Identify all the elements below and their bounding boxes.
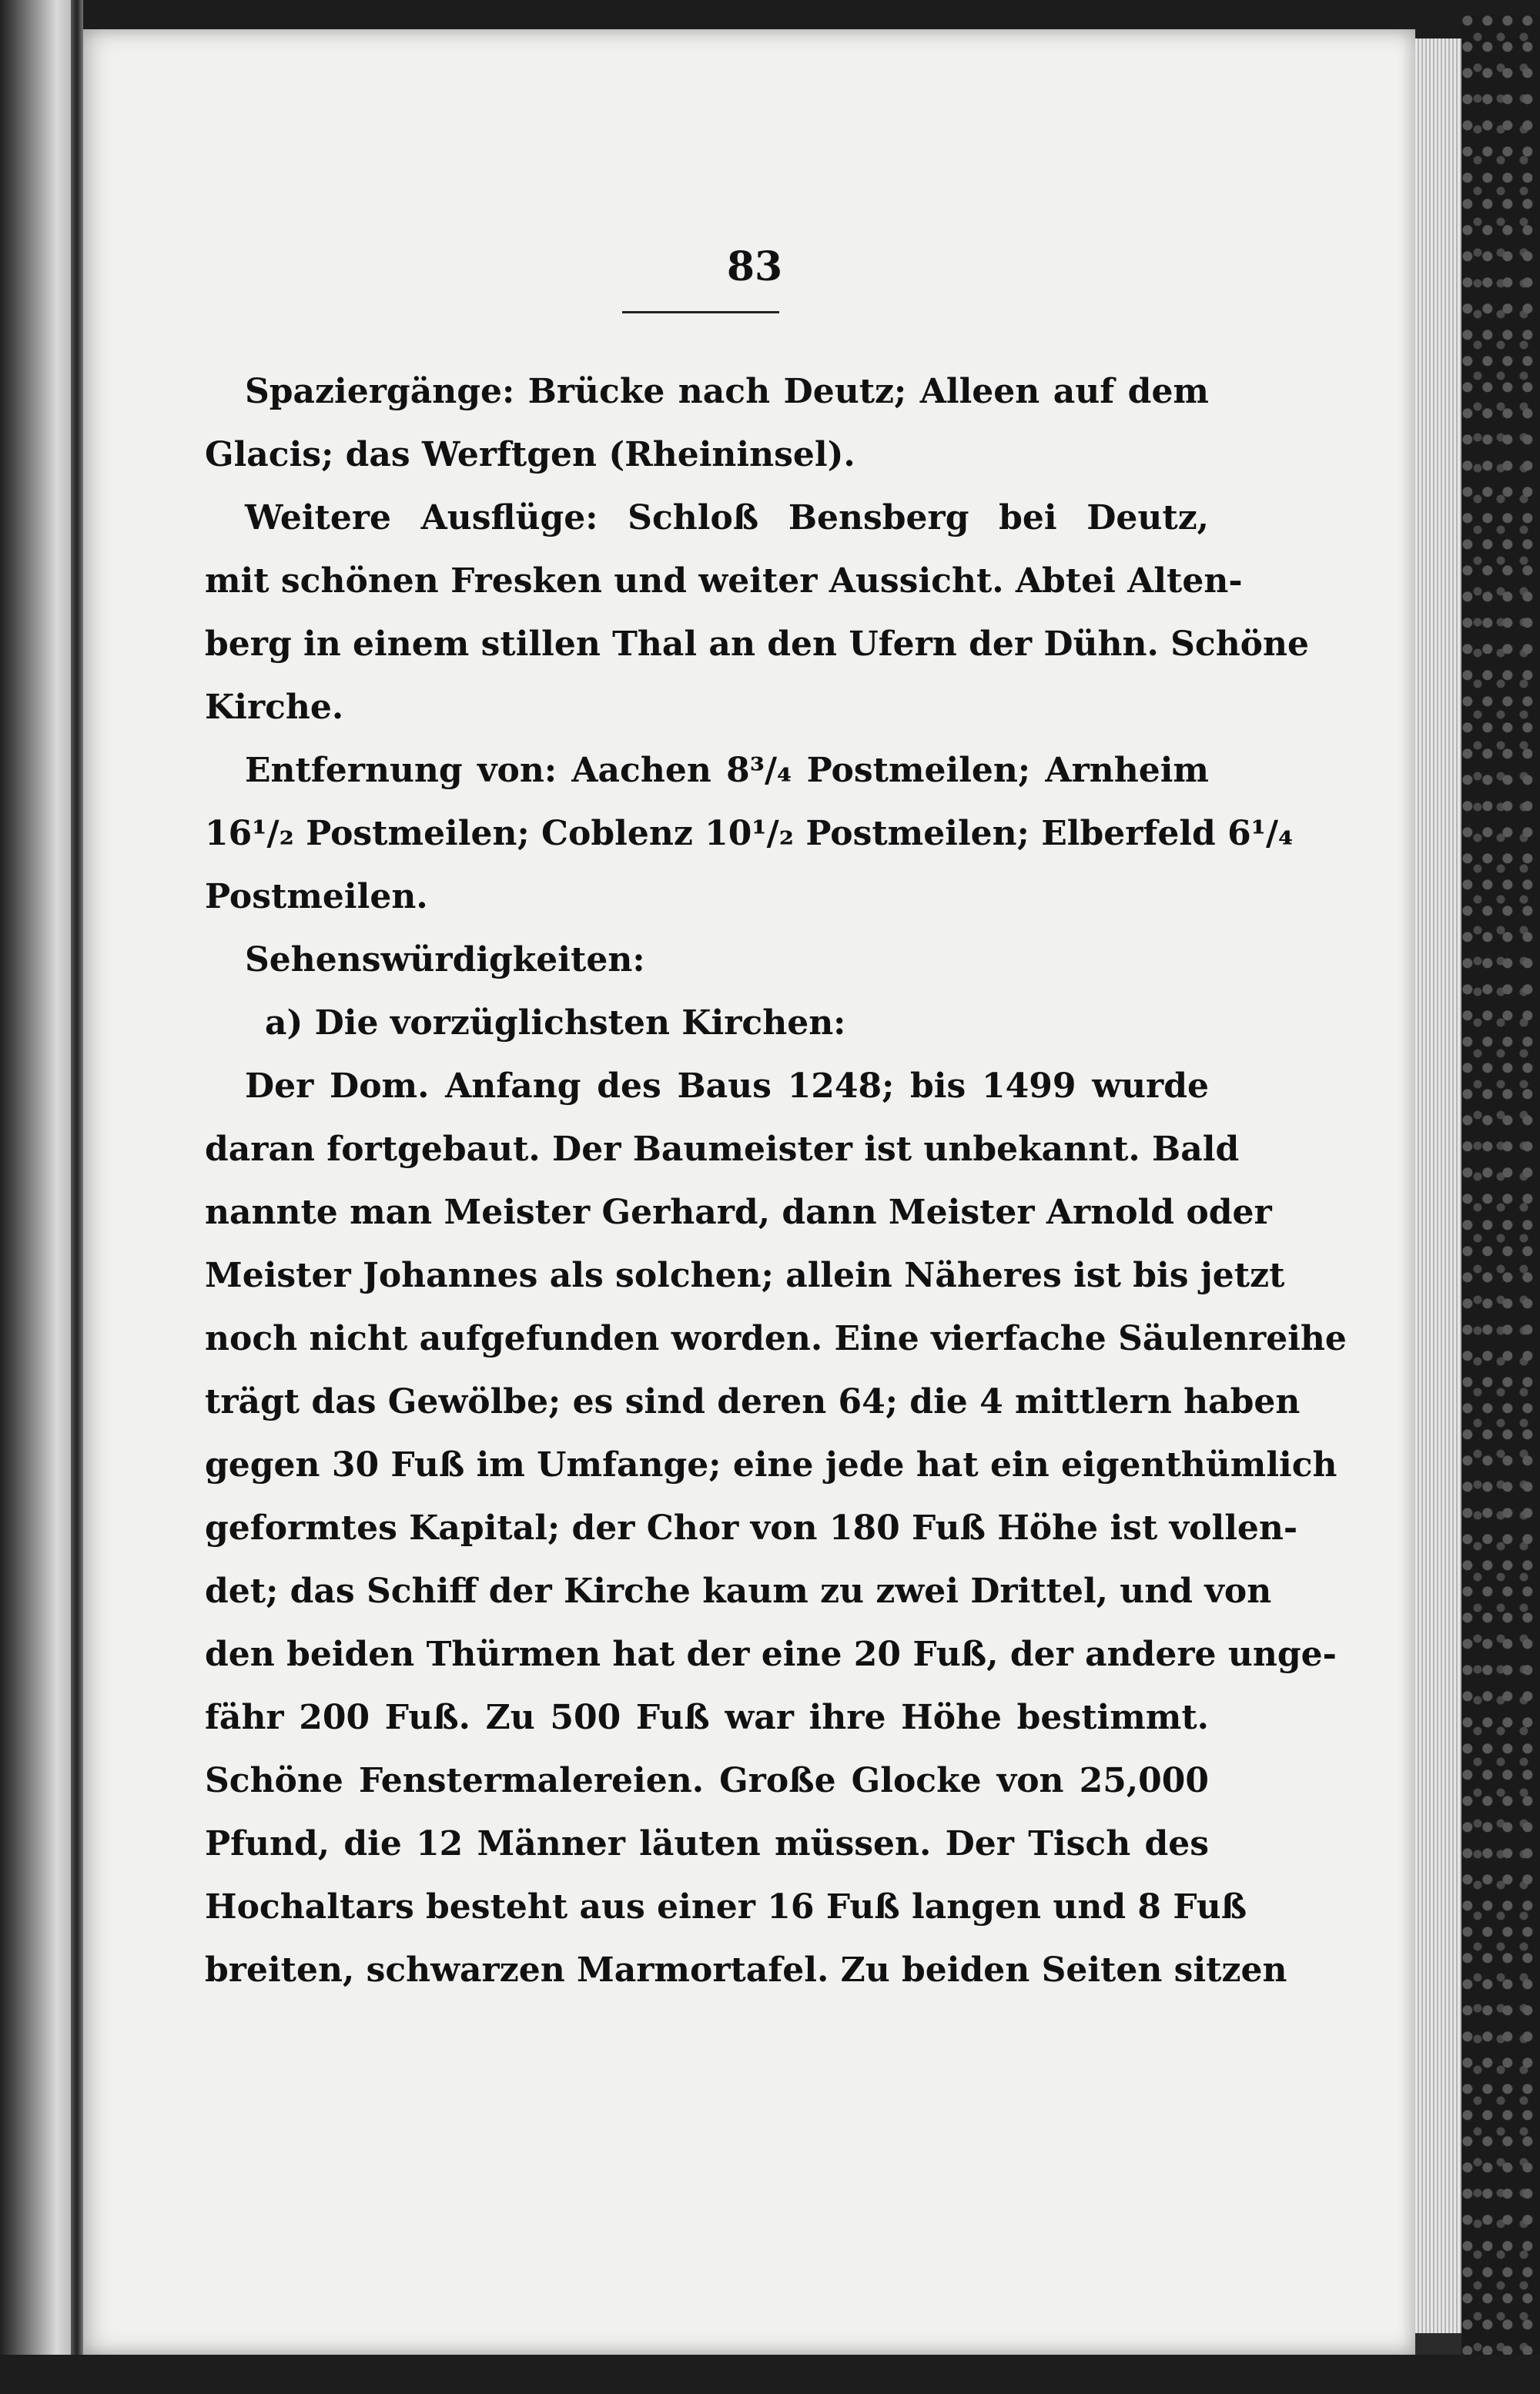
header-rule — [622, 311, 779, 313]
text-line: Pfund, die 12 Männer läuten müssen. Der Tisch des — [205, 1824, 1209, 1863]
book-gutter — [71, 0, 83, 2394]
text-line: Postmeilen. — [205, 877, 428, 916]
page-block-edges — [1415, 39, 1461, 2333]
text-line: 16¹/₂ Postmeilen; Coblenz 10¹/₂ Postmeilen; Elberfeld 6¹/₄ — [205, 814, 1294, 853]
text-line: Sehenswürdigkeiten: — [245, 940, 645, 979]
text-line: gegen 30 Fuß im Umfange; eine jede hat ein eigenthümlich — [205, 1445, 1337, 1485]
text-line: mit schönen Fresken und weiter Aussicht. Abtei Alten- — [205, 561, 1243, 601]
text-line: Meister Johannes als solchen; allein Näheres ist bis jetzt — [205, 1256, 1285, 1295]
text-line: a) Die vorzüglichsten Kirchen: — [265, 1003, 846, 1043]
text-line: den beiden Thürmen hat der eine 20 Fuß, der andere unge- — [205, 1635, 1337, 1674]
text-line: Glacis; das Werftgen (Rheininsel). — [205, 435, 855, 474]
facing-page-edge — [0, 0, 71, 2394]
text-line: Schöne Fenstermalereien. Große Glocke von 25,000 — [205, 1761, 1209, 1800]
text-line: breiten, schwarzen Marmortafel. Zu beiden Seiten sitzen — [205, 1950, 1287, 1990]
text-line: Der Dom. Anfang des Baus 1248; bis 1499 wurde — [245, 1066, 1209, 1106]
page-number: 83 — [726, 243, 783, 290]
text-line: Hochaltars besteht aus einer 16 Fuß langen und 8 Fuß — [205, 1887, 1247, 1927]
text-line: fähr 200 Fuß. Zu 500 Fuß war ihre Höhe bestimmt. — [205, 1698, 1209, 1737]
text-line: Weitere Ausflüge: Schloß Bensberg bei Deutz, — [245, 498, 1209, 537]
body-text — [205, 360, 1347, 2002]
text-line: geformtes Kapital; der Chor von 180 Fuß Höhe ist vollen- — [205, 1508, 1298, 1548]
text-line: Entfernung von: Aachen 8³/₄ Postmeilen; Arnheim — [245, 751, 1209, 790]
scan-bottom-edge — [0, 2355, 1540, 2394]
text-line: noch nicht aufgefunden worden. Eine vierfache Säulenreihe — [205, 1319, 1347, 1358]
text-line: det; das Schiff der Kirche kaum zu zwei Drittel, und von — [205, 1572, 1272, 1611]
marbled-cover — [1461, 15, 1540, 2379]
text-line: trägt das Gewölbe; es sind deren 64; die 4 mittlern haben — [205, 1382, 1301, 1421]
text-line: berg in einem stillen Thal an den Ufern der Dühn. Schöne — [205, 624, 1310, 664]
text-line: Spaziergänge: Brücke nach Deutz; Alleen auf dem — [245, 372, 1209, 411]
text-line: daran fortgebaut. Der Baumeister ist unbekannt. Bald — [205, 1130, 1240, 1169]
text-line: Kirche. — [205, 688, 344, 727]
text-line: nannte man Meister Gerhard, dann Meister Arnold oder — [205, 1193, 1272, 1232]
